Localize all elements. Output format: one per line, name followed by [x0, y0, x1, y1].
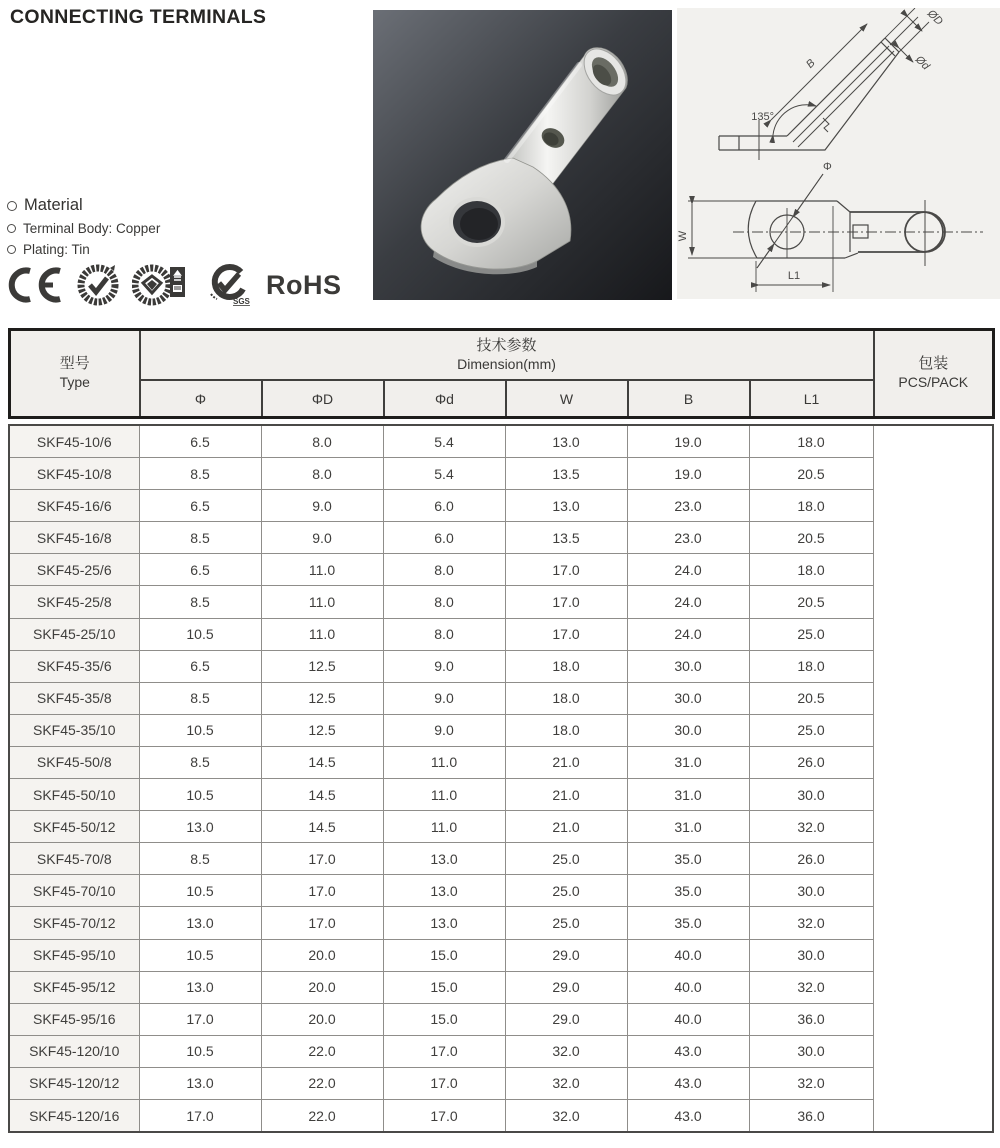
type-cell: SKF45-50/10	[9, 779, 139, 811]
value-cell: 13.0	[505, 425, 627, 458]
value-cell: 6.0	[383, 522, 505, 554]
dim-phi-label: Φ	[823, 161, 832, 173]
material-section	[7, 196, 160, 263]
value-cell: 40.0	[627, 939, 749, 971]
value-cell: 20.5	[749, 586, 873, 618]
value-cell: 8.5	[139, 586, 261, 618]
spec-table-header	[8, 328, 995, 419]
column-header: Φ	[140, 380, 262, 418]
type-cell: SKF45-95/16	[9, 1003, 139, 1035]
dimension-drawing	[677, 8, 1000, 299]
value-cell: 30.0	[627, 682, 749, 714]
value-cell: 32.0	[749, 1067, 873, 1099]
value-cell: 23.0	[627, 490, 749, 522]
value-cell: 13.0	[139, 1067, 261, 1099]
value-cell: 8.0	[261, 425, 383, 458]
spec-table	[8, 424, 994, 1133]
value-cell: 13.0	[505, 490, 627, 522]
type-cell: SKF45-95/12	[9, 971, 139, 1003]
material-list	[7, 221, 160, 257]
material-item	[7, 242, 160, 257]
value-cell: 29.0	[505, 939, 627, 971]
column-header: W	[506, 380, 628, 418]
product-photo	[373, 10, 672, 300]
value-cell: 19.0	[627, 458, 749, 490]
value-cell: 13.0	[383, 843, 505, 875]
type-cell: SKF45-25/8	[9, 586, 139, 618]
type-cell: SKF45-35/8	[9, 682, 139, 714]
value-cell: 10.5	[139, 939, 261, 971]
table-row	[9, 650, 993, 682]
bullet-icon	[7, 245, 16, 254]
dimension-header-en: Dimension(mm)	[457, 355, 556, 372]
value-cell: 21.0	[505, 779, 627, 811]
value-cell: 5.4	[383, 425, 505, 458]
quality-check-badge-icon	[77, 264, 119, 306]
value-cell: 13.0	[383, 907, 505, 939]
value-cell: 31.0	[627, 746, 749, 778]
table-row	[9, 779, 993, 811]
value-cell: 40.0	[627, 1003, 749, 1035]
dimension-columns-row	[10, 380, 994, 418]
table-row	[9, 1099, 993, 1132]
value-cell: 11.0	[383, 779, 505, 811]
table-row	[9, 618, 993, 650]
value-cell: 32.0	[505, 1067, 627, 1099]
value-cell: 32.0	[749, 811, 873, 843]
type-cell: SKF45-50/12	[9, 811, 139, 843]
angle-135-label: 135°	[751, 111, 774, 123]
dim-w-label: W	[677, 230, 689, 242]
value-cell: 13.5	[505, 458, 627, 490]
value-cell: 6.5	[139, 650, 261, 682]
value-cell: 13.0	[139, 811, 261, 843]
value-cell: 14.5	[261, 811, 383, 843]
value-cell: 21.0	[505, 811, 627, 843]
value-cell: 10.5	[139, 875, 261, 907]
terminal-lug-image	[373, 10, 672, 300]
column-header: ΦD	[262, 380, 384, 418]
spec-table-body	[9, 425, 993, 1132]
value-cell: 20.0	[261, 1003, 383, 1035]
value-cell: 20.5	[749, 682, 873, 714]
value-cell: 17.0	[261, 875, 383, 907]
value-cell: 25.0	[749, 714, 873, 746]
value-cell: 40.0	[627, 971, 749, 1003]
value-cell: 17.0	[383, 1099, 505, 1132]
value-cell: 18.0	[749, 425, 873, 458]
value-cell: 6.5	[139, 425, 261, 458]
dimension-group-header	[140, 330, 874, 381]
value-cell: 18.0	[749, 554, 873, 586]
value-cell: 10.5	[139, 779, 261, 811]
pack-header-cn: 包装	[918, 355, 949, 373]
value-cell: 23.0	[627, 522, 749, 554]
value-cell: 9.0	[383, 682, 505, 714]
table-row	[9, 746, 993, 778]
value-cell: 21.0	[505, 746, 627, 778]
value-cell: 12.5	[261, 650, 383, 682]
value-cell: 14.5	[261, 746, 383, 778]
value-cell: 13.0	[139, 971, 261, 1003]
value-cell: 17.0	[505, 586, 627, 618]
certification-row	[6, 263, 342, 307]
type-cell: SKF45-35/6	[9, 650, 139, 682]
sgs-check-badge-icon	[203, 263, 253, 307]
value-cell: 17.0	[505, 618, 627, 650]
table-row	[9, 425, 993, 458]
column-header: Φd	[384, 380, 506, 418]
value-cell: 17.0	[261, 907, 383, 939]
type-cell: SKF45-16/8	[9, 522, 139, 554]
value-cell: 5.4	[383, 458, 505, 490]
ce-mark-icon	[6, 267, 64, 303]
value-cell: 35.0	[627, 907, 749, 939]
table-row	[9, 458, 993, 490]
type-cell: SKF45-10/8	[9, 458, 139, 490]
value-cell: 30.0	[627, 650, 749, 682]
value-cell: 10.5	[139, 618, 261, 650]
bullet-icon	[7, 224, 16, 233]
value-cell: 8.0	[383, 586, 505, 618]
value-cell: 32.0	[749, 907, 873, 939]
value-cell: 12.5	[261, 714, 383, 746]
table-row	[9, 586, 993, 618]
value-cell: 11.0	[261, 554, 383, 586]
type-cell: SKF45-120/10	[9, 1035, 139, 1067]
value-cell: 32.0	[505, 1035, 627, 1067]
value-cell: 10.5	[139, 714, 261, 746]
value-cell: 25.0	[505, 907, 627, 939]
value-cell: 17.0	[139, 1003, 261, 1035]
value-cell: 8.0	[383, 618, 505, 650]
value-cell: 26.0	[749, 843, 873, 875]
type-column-header	[10, 330, 140, 418]
dimension-header-cn: 技术参数	[476, 336, 537, 354]
value-cell: 12.5	[261, 682, 383, 714]
dimension-diagram	[677, 8, 1000, 299]
value-cell: 30.0	[749, 1035, 873, 1067]
type-cell: SKF45-120/12	[9, 1067, 139, 1099]
dim-b-label: B	[804, 57, 818, 71]
value-cell: 24.0	[627, 618, 749, 650]
value-cell: 8.0	[383, 554, 505, 586]
value-cell: 32.0	[749, 971, 873, 1003]
value-cell: 14.5	[261, 779, 383, 811]
value-cell: 13.0	[139, 907, 261, 939]
value-cell: 6.0	[383, 490, 505, 522]
type-cell: SKF45-70/10	[9, 875, 139, 907]
value-cell: 32.0	[505, 1099, 627, 1132]
value-cell: 35.0	[627, 843, 749, 875]
value-cell: 6.5	[139, 554, 261, 586]
value-cell: 8.5	[139, 682, 261, 714]
value-cell: 31.0	[627, 811, 749, 843]
value-cell: 43.0	[627, 1099, 749, 1132]
value-cell: 25.0	[505, 875, 627, 907]
value-cell: 18.0	[749, 490, 873, 522]
table-row	[9, 1035, 993, 1067]
pack-header-en: PCS/PACK	[898, 374, 969, 391]
type-header-cn: 型号	[59, 355, 90, 373]
value-cell: 22.0	[261, 1099, 383, 1132]
material-heading: Material	[24, 196, 83, 214]
type-cell: SKF45-95/10	[9, 939, 139, 971]
dim-id-label: Ød	[912, 53, 932, 73]
table-row	[9, 811, 993, 843]
value-cell: 20.0	[261, 939, 383, 971]
value-cell: 29.0	[505, 971, 627, 1003]
value-cell: 25.0	[505, 843, 627, 875]
type-cell: SKF45-50/8	[9, 746, 139, 778]
value-cell: 35.0	[627, 875, 749, 907]
value-cell: 8.5	[139, 746, 261, 778]
value-cell: 22.0	[261, 1067, 383, 1099]
value-cell: 15.0	[383, 971, 505, 1003]
type-cell: SKF45-25/6	[9, 554, 139, 586]
dim-l1-label: L1	[787, 270, 801, 282]
value-cell: 30.0	[749, 875, 873, 907]
value-cell: 29.0	[505, 1003, 627, 1035]
value-cell: 18.0	[505, 682, 627, 714]
table-row	[9, 843, 993, 875]
value-cell: 15.0	[383, 1003, 505, 1035]
value-cell: 10.5	[139, 1035, 261, 1067]
rohs-label: RoHS	[266, 269, 342, 300]
table-row	[9, 907, 993, 939]
type-cell: SKF45-10/6	[9, 425, 139, 458]
pack-column-header	[874, 330, 994, 418]
table-row	[9, 1003, 993, 1035]
value-cell: 36.0	[749, 1003, 873, 1035]
type-header-en: Type	[59, 374, 90, 391]
value-cell: 43.0	[627, 1067, 749, 1099]
value-cell: 11.0	[383, 746, 505, 778]
value-cell: 20.5	[749, 522, 873, 554]
value-cell: 43.0	[627, 1035, 749, 1067]
value-cell: 8.5	[139, 843, 261, 875]
table-row	[9, 939, 993, 971]
table-row	[9, 714, 993, 746]
ukas-diamond-badge-icon	[132, 263, 190, 307]
value-cell: 9.0	[383, 650, 505, 682]
bullet-icon	[7, 201, 17, 211]
type-cell: SKF45-120/16	[9, 1099, 139, 1132]
value-cell: 8.5	[139, 522, 261, 554]
column-header: B	[628, 380, 750, 418]
value-cell: 6.5	[139, 490, 261, 522]
value-cell: 18.0	[505, 714, 627, 746]
table-row	[9, 554, 993, 586]
value-cell: 17.0	[383, 1035, 505, 1067]
material-item-label: Terminal Body: Copper	[23, 221, 161, 236]
value-cell: 30.0	[749, 779, 873, 811]
material-item	[7, 221, 160, 236]
value-cell: 19.0	[627, 425, 749, 458]
value-cell: 8.0	[261, 458, 383, 490]
page-title: CONNECTING TERMINALS	[10, 6, 267, 28]
table-row	[9, 522, 993, 554]
material-heading-row	[7, 196, 160, 215]
table-row	[9, 875, 993, 907]
value-cell: 17.0	[383, 1067, 505, 1099]
value-cell: 17.0	[139, 1099, 261, 1132]
pack-cell	[873, 425, 993, 1132]
value-cell: 9.0	[261, 490, 383, 522]
value-cell: 13.0	[383, 875, 505, 907]
value-cell: 20.0	[261, 971, 383, 1003]
value-cell: 24.0	[627, 586, 749, 618]
type-cell: SKF45-25/10	[9, 618, 139, 650]
table-row	[9, 1067, 993, 1099]
value-cell: 11.0	[261, 586, 383, 618]
value-cell: 11.0	[383, 811, 505, 843]
type-cell: SKF45-35/10	[9, 714, 139, 746]
value-cell: 15.0	[383, 939, 505, 971]
column-header: L1	[750, 380, 874, 418]
material-item-label: Plating: Tin	[23, 242, 90, 257]
type-cell: SKF45-16/6	[9, 490, 139, 522]
sgs-label: SGS	[233, 297, 250, 306]
type-cell: SKF45-70/8	[9, 843, 139, 875]
type-cell: SKF45-70/12	[9, 907, 139, 939]
dim-od-label: ØD	[924, 8, 946, 28]
value-cell: 25.0	[749, 618, 873, 650]
value-cell: 8.5	[139, 458, 261, 490]
value-cell: 22.0	[261, 1035, 383, 1067]
value-cell: 18.0	[749, 650, 873, 682]
value-cell: 9.0	[383, 714, 505, 746]
value-cell: 9.0	[261, 522, 383, 554]
table-row	[9, 682, 993, 714]
table-row	[9, 490, 993, 522]
value-cell: 30.0	[627, 714, 749, 746]
value-cell: 20.5	[749, 458, 873, 490]
value-cell: 26.0	[749, 746, 873, 778]
value-cell: 36.0	[749, 1099, 873, 1132]
value-cell: 24.0	[627, 554, 749, 586]
value-cell: 18.0	[505, 650, 627, 682]
table-row	[9, 971, 993, 1003]
value-cell: 30.0	[749, 939, 873, 971]
value-cell: 13.5	[505, 522, 627, 554]
value-cell: 17.0	[505, 554, 627, 586]
value-cell: 31.0	[627, 779, 749, 811]
value-cell: 17.0	[261, 843, 383, 875]
value-cell: 11.0	[261, 618, 383, 650]
